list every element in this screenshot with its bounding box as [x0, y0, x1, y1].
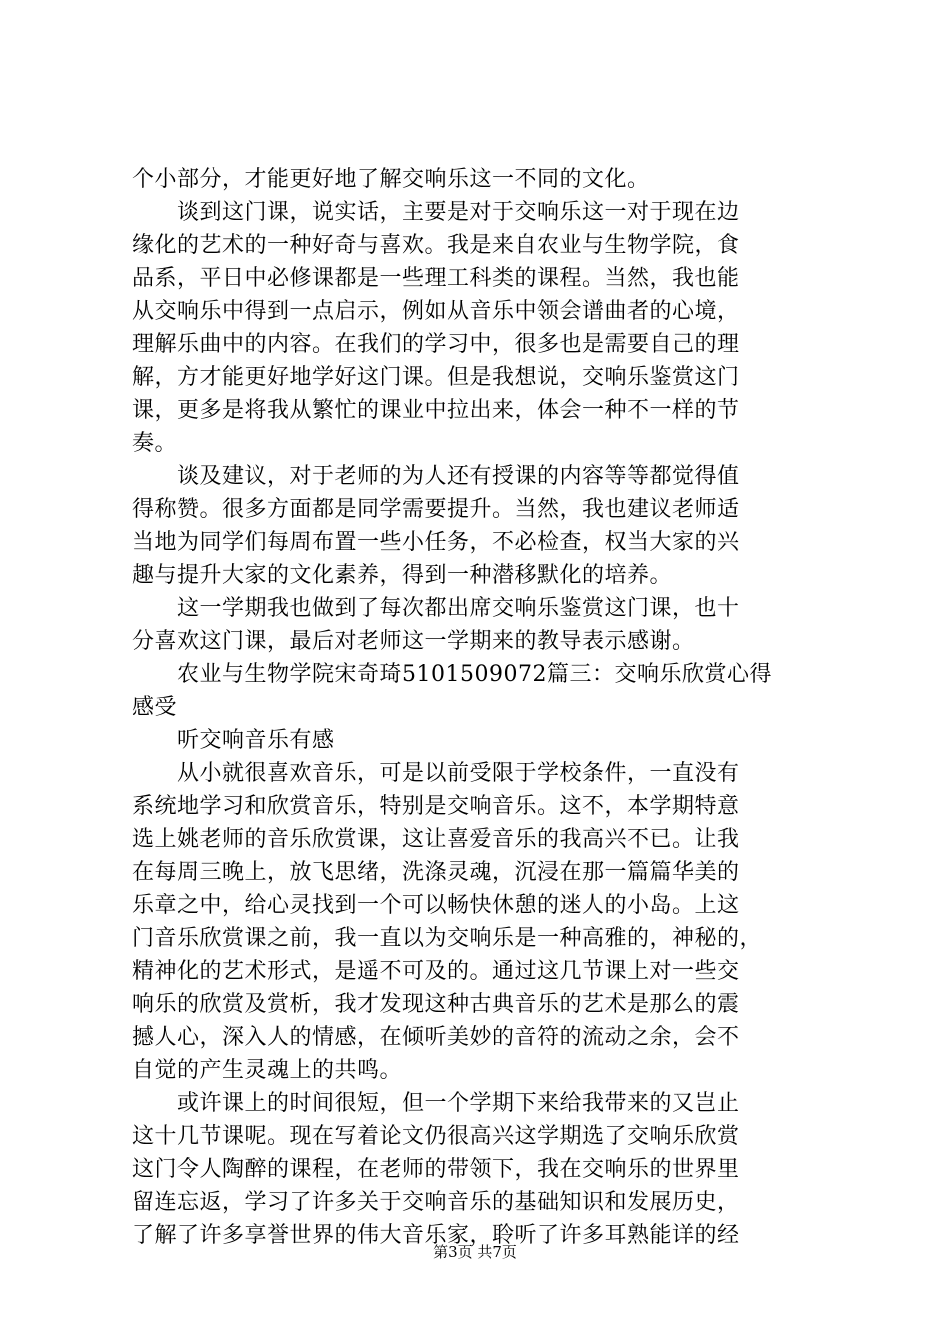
- text-line: 或许课上的时间很短，但一个学期下来给我带来的又岂止: [177, 1091, 740, 1116]
- text-line: 了解了许多享誉世界的伟大音乐家，聆听了许多耳熟能详的经: [132, 1223, 740, 1248]
- text-line: 撼人心，深入人的情感，在倾听美妙的音符的流动之余，会不: [132, 1025, 740, 1050]
- text-line: 听交响音乐有感: [177, 728, 335, 753]
- text-line: 个小部分，才能更好地了解交响乐这一不同的文化。: [132, 167, 650, 192]
- text-line: 系统地学习和欣赏音乐，特别是交响音乐。这不，本学期特意: [132, 794, 740, 819]
- text-line: 奏。: [132, 431, 178, 456]
- text-line: 当地为同学们每周布置一些小任务，不必检查，权当大家的兴: [132, 530, 740, 555]
- text-line: 分喜欢这门课，最后对老师这一学期来的教导表示感谢。: [132, 629, 695, 654]
- text-line: 响乐的欣赏及赏析，我才发现这种古典音乐的艺术是那么的震: [132, 992, 740, 1017]
- text-line: 乐章之中，给心灵找到一个可以畅快休憩的迷人的小岛。上这: [132, 893, 740, 918]
- body-text: [132, 163, 832, 1252]
- text-line: 这十几节课呢。现在写着论文仍很高兴这学期选了交响乐欣赏: [132, 1124, 740, 1149]
- text-line: 从交响乐中得到一点启示，例如从音乐中领会谱曲者的心境，: [132, 299, 740, 324]
- text-line: 门音乐欣赏课之前，我一直以为交响乐是一种高雅的，神秘的，: [132, 926, 763, 951]
- text-line: 从小就很喜欢音乐，可是以前受限于学校条件，一直没有: [177, 761, 740, 786]
- text-line: 在每周三晚上，放飞思绪，洗涤灵魂，沉浸在那一篇篇华美的: [132, 860, 740, 885]
- text-line: 留连忘返，学习了许多关于交响音乐的基础知识和发展历史，: [132, 1190, 740, 1215]
- text-line: 谈及建议，对于老师的为人还有授课的内容等等都觉得值: [177, 464, 740, 489]
- text-line: 选上姚老师的音乐欣赏课，这让喜爱音乐的我高兴不已。让我: [132, 827, 740, 852]
- text-line: 得称赞。很多方面都是同学需要提升。当然，我也建议老师适: [132, 497, 740, 522]
- text-line: 谈到这门课，说实话，主要是对于交响乐这一对于现在边: [177, 200, 740, 225]
- text-line: 感受: [132, 695, 178, 720]
- text-line: 解，方才能更好地学好这门课。但是我想说，交响乐鉴赏这门: [132, 365, 740, 390]
- text-line: 理解乐曲中的内容。在我们的学习中，很多也是需要自己的理: [132, 332, 740, 357]
- text-line: 这一学期我也做到了每次都出席交响乐鉴赏这门课，也十: [177, 596, 740, 621]
- page-footer: 第3页 共7页: [433, 1243, 517, 1261]
- text-line: 品系，平日中必修课都是一些理工科类的课程。当然，我也能: [132, 266, 740, 291]
- text-line: 课，更多是将我从繁忙的课业中拉出来，体会一种不一样的节: [132, 398, 740, 423]
- text-line: 农业与生物学院宋奇琦5101509072篇三：交响乐欣赏心得: [177, 662, 772, 687]
- text-line: 精神化的艺术形式，是遥不可及的。通过这几节课上对一些交: [132, 959, 740, 984]
- text-line: 这门令人陶醉的课程，在老师的带领下，我在交响乐的世界里: [132, 1157, 740, 1182]
- text-line: 趣与提升大家的文化素养，得到一种潜移默化的培养。: [132, 563, 673, 588]
- text-line: 缘化的艺术的一种好奇与喜欢。我是来自农业与生物学院，食: [132, 233, 740, 258]
- text-line: 自觉的产生灵魂上的共鸣。: [132, 1058, 403, 1083]
